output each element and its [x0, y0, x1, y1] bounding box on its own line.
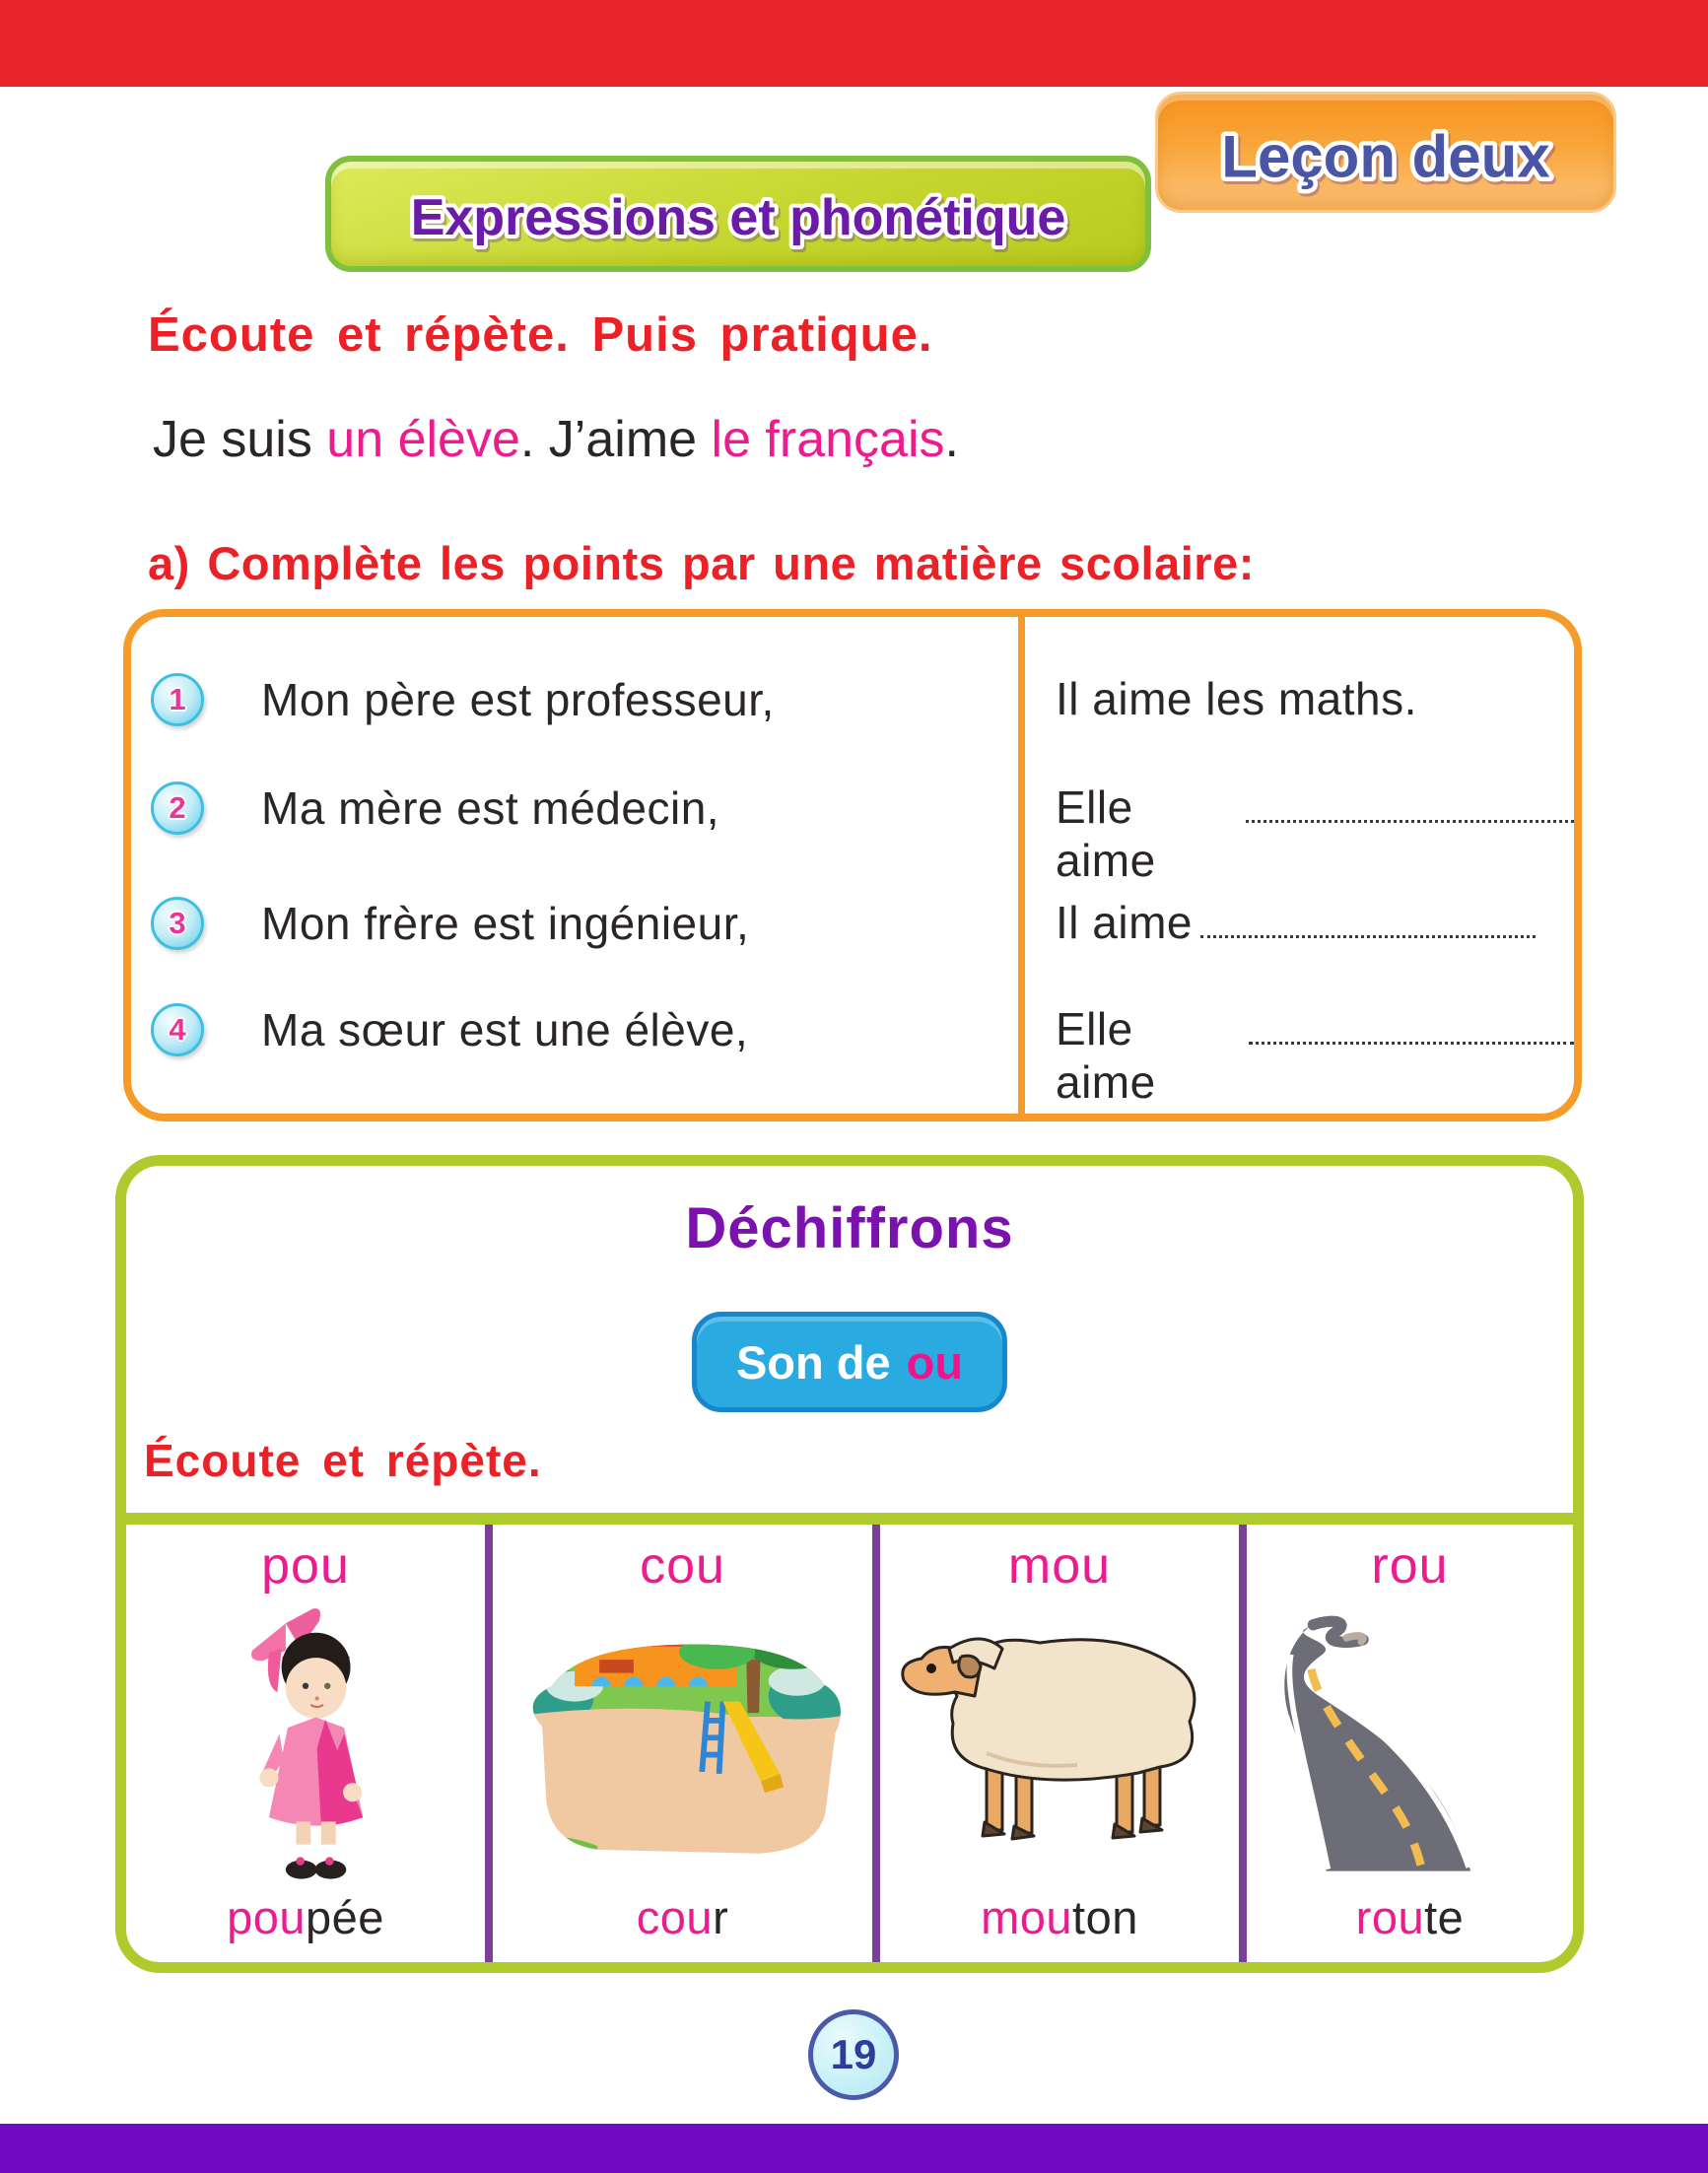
syllable-label: cou [640, 1537, 725, 1595]
sentence-part-highlight: le français [711, 411, 945, 468]
lesson-badge [1155, 92, 1616, 213]
listen-repeat-practice-heading: Écoute et répète. Puis pratique. [148, 308, 933, 362]
example-sentence [153, 410, 959, 469]
word-highlight: rou [1355, 1891, 1425, 1943]
word-rest: ton [1072, 1891, 1138, 1943]
exercise-left-text: Ma mère est médecin, [261, 782, 720, 834]
exercise-right-text: Il aime [1056, 897, 1193, 948]
sound-table [126, 1525, 1573, 1962]
sentence-part-highlight: un élève [326, 411, 520, 468]
bottom-purple-bar [0, 2124, 1708, 2173]
answer-blank [1200, 929, 1536, 938]
lesson-badge-art [1164, 102, 1607, 204]
section-badge-label: Expressions et phonétique [410, 189, 1066, 246]
sentence-part: . [944, 411, 959, 468]
word-label [637, 1890, 728, 1944]
item-number: 4 [169, 1012, 186, 1047]
top-red-bar [0, 0, 1708, 87]
exercise-answer-1 [1056, 672, 1417, 727]
sound-badge-focus: ou [906, 1335, 964, 1389]
sound-badge [692, 1312, 1007, 1412]
exercise-answer-4 [1056, 1002, 1574, 1108]
dechiffrons-box [115, 1155, 1584, 1973]
sound-column-cou [493, 1525, 880, 1962]
page-number-badge [808, 2009, 899, 2100]
dechiffrons-title: Déchiffrons [685, 1196, 1014, 1260]
exercise-a-title: a) Complète les points par une matière scolaire: [148, 537, 1255, 589]
playground-illustration [493, 1596, 872, 1890]
item-number: 2 [169, 790, 186, 825]
exercise-answer-3 [1056, 896, 1536, 951]
sound-column-mou [880, 1525, 1247, 1962]
syllable-label: pou [261, 1537, 350, 1595]
word-highlight: pou [227, 1891, 306, 1943]
answer-blank [1249, 1036, 1574, 1045]
exercise-row-2 [151, 781, 719, 836]
exercise-answer-2 [1056, 781, 1574, 886]
syllable-label: rou [1371, 1537, 1449, 1595]
road-illustration [1247, 1596, 1573, 1890]
item-number-badge [151, 897, 204, 950]
exercise-left-text: Mon père est professeur, [261, 674, 775, 725]
exercise-box [123, 609, 1582, 1121]
sentence-part: . J’aime [519, 411, 712, 468]
word-highlight: cou [636, 1891, 714, 1943]
item-number: 3 [169, 906, 186, 940]
table-top-divider [115, 1513, 1584, 1525]
exercise-row-1 [151, 672, 775, 727]
section-badge-art [339, 169, 1137, 259]
item-number-badge [151, 781, 204, 835]
exercise-left-text: Ma sœur est une élève, [261, 1004, 749, 1055]
doll-illustration [126, 1596, 485, 1890]
syllable-label: mou [1007, 1537, 1112, 1595]
item-number: 1 [169, 682, 186, 716]
item-number-badge [151, 673, 204, 726]
word-rest: pée [306, 1891, 384, 1943]
word-rest: r [713, 1891, 729, 1943]
sound-column-pou [126, 1525, 493, 1962]
word-rest: te [1424, 1891, 1465, 1943]
section-badge [325, 156, 1151, 272]
word-label [981, 1890, 1138, 1944]
exercise-row-4 [151, 1002, 748, 1057]
sentence-part: Je suis [153, 411, 327, 468]
exercise-right-text: Elle aime [1056, 1003, 1156, 1108]
sound-badge-label: Son de [735, 1335, 891, 1389]
word-highlight: mou [981, 1891, 1073, 1943]
item-number-badge [151, 1003, 204, 1056]
listen-repeat-heading: Écoute et répète. [144, 1435, 542, 1486]
sound-column-rou [1247, 1525, 1573, 1962]
page-number: 19 [830, 2031, 877, 2077]
lesson-badge-label: Leçon deux [1221, 123, 1550, 189]
word-label [227, 1890, 384, 1944]
word-label [1356, 1890, 1465, 1944]
sheep-illustration [880, 1596, 1239, 1890]
exercise-right-text: Il aime les maths. [1056, 673, 1417, 724]
exercise-left-text: Mon frère est ingénieur, [261, 898, 750, 949]
answer-blank [1246, 814, 1574, 823]
exercise-row-3 [151, 896, 749, 951]
exercise-right-text: Elle aime [1056, 781, 1156, 886]
exercise-column-divider [1018, 617, 1025, 1114]
